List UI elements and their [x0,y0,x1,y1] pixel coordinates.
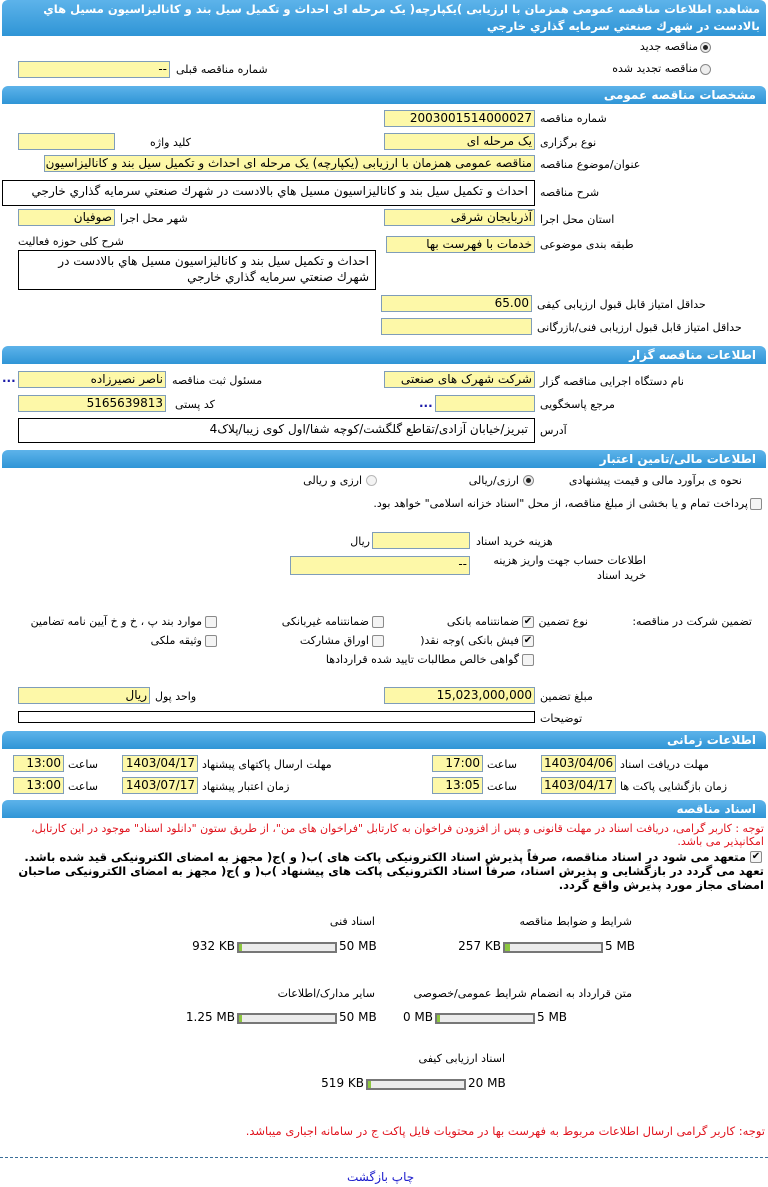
doc-size-progress [237,1013,337,1024]
org-field[interactable]: شرکت شهرک های صنعتی [384,371,535,388]
doc-cost-field[interactable] [372,532,470,549]
doc-max-size: 20 MB [468,1076,506,1090]
category-label: طبقه بندی موضوعی [540,238,634,251]
doc-size-progress [435,1013,535,1024]
amount-label: مبلغ تضمین [540,690,593,703]
section-timing: اطلاعات زمانی [2,731,766,749]
doc-deadline-field[interactable]: 1403/04/06 [541,755,616,772]
submit-field[interactable]: 1403/04/17 [122,755,198,772]
tender-number-field[interactable]: 2003001514000027 [384,110,535,127]
doc-size-progress [366,1079,466,1090]
treasury-checkbox[interactable] [750,498,762,510]
page-title: مشاهده اطلاعات مناقصه عمومی همزمان با ارزیابی )یکپارچه( یک مرحله ای احداث و تکمیل سیل بند و کانالیزاسیون مسیل هاي بالادست در شهرك صنعتي سرمايه گذاري خارجي [2,0,766,36]
participation-bonds-checkbox[interactable] [372,635,384,647]
commit-checkbox[interactable]: ✔ [751,851,761,862]
nonbank-guarantee-label: ضمانتنامه غیربانکی [281,615,369,628]
guarantee-amount-field[interactable]: 15,023,000,000 [384,687,535,704]
holding-type-field[interactable]: یک مرحله ای [384,133,535,150]
description-box: احداث و تكميل سيل بند و كانالیزاسیون مسیل هاي بالادست در شهرك صنعتي سرمايه گذاري خارجي [2,180,535,206]
doc-size: 932 KB [192,939,235,953]
docs-note: توجه : کاربر گرامی، دریافت اسناد در مهلت قانونی و پس از افزودن فراخوان به کارتابل "فراخوان های من"، از طریق ستون "دانلود اسناد" موجود در این کارتابل، امکانپذیر می باشد. [31,822,764,848]
currency-field[interactable]: ریال [18,687,150,704]
ref-label: مرجع پاسخگویی [540,398,615,411]
registrar-field[interactable]: ناصر نصیرزاده [18,371,166,388]
participation-bonds-label: اوراق مشارکت [299,634,369,647]
ref-field[interactable] [435,395,535,412]
renewed-tender-label: مناقصه تجدید شده [612,62,698,75]
clause-guarantee-checkbox[interactable] [205,616,217,628]
doc-max-size: 50 MB [339,1010,377,1024]
submit-time-field[interactable]: 13:00 [13,755,64,772]
doc-cost-label: هزینه خرید اسناد [476,535,553,548]
org-label: نام دستگاه اجرایی مناقصه گزار [540,375,684,388]
progress-fill [239,1015,242,1022]
desc-label: شرح مناقصه [540,186,600,199]
currency-both-radio[interactable] [366,475,377,486]
property-collateral-label: وثیقه ملکی [150,634,202,647]
doc-title: شرایط و ضوابط مناقصه [519,915,632,928]
cash-deposit-label: فیش بانکی )وجه نقد( [420,634,519,647]
open-time-field[interactable]: 13:05 [432,777,483,794]
address-box: تبریز/خیابان آزادی/تقاطع گلگشت/کوچه شفا/اول کوی زیبا/پلاک4 [18,418,535,443]
guarantee-label: تضمین شرکت در مناقصه: [632,615,752,628]
bank-guarantee-label: ضمانتنامه بانکی [446,615,519,628]
subject-field[interactable]: مناقصه عمومی همزمان با ارزیابی (یکپارچه) یک مرحله ای احداث و تکمیل سیل بند و کانالیزاسیون [44,155,535,172]
submit-label: مهلت ارسال پاکتهای پیشنهاد [202,758,332,771]
bank-guarantee-checkbox[interactable]: ✔ [523,616,533,627]
notes-label: توضیحات [540,712,583,725]
doc-size: 519 KB [321,1076,364,1090]
doc-deadline-label: مهلت دریافت اسناد [620,758,709,771]
notes-box [18,711,535,723]
doc-size: 257 KB [458,939,501,953]
progress-fill [505,944,510,951]
currency-rial-radio[interactable] [523,475,534,486]
property-collateral-checkbox[interactable] [205,635,217,647]
number-label: شماره مناقصه [540,112,607,125]
category-field[interactable]: خدمات با فهرست بها [386,236,535,253]
prev-tender-label: شماره مناقصه قبلی [176,63,268,76]
section-organizer: اطلاعات مناقصه گزار [2,346,766,364]
new-tender-radio[interactable] [700,42,711,53]
commit-text: متعهد می شود در اسناد مناقصه، صرفاً پذیرش اسناد الکترونیکی پاکت های )ب( و )ج( مجهز به امضای الکترونیکی قید شده باشد. تعهد می گردد در بازگشایی و پذیرش اسناد، صرفاً اسناد الکترونیکی پاکت های پیشنهاد )ب( و )ج( مجهز به امضای الکترونیکی صاحبان امضای مجاز مورد پذیرش واقع گردد. [18,850,764,892]
treasury-text: پرداخت تمام و یا بخشی از مبلغ مناقصه، از محل "اسناد خزانه اسلامی" خواهد بود. [373,497,748,510]
doc-title: متن قرارداد به انضمام شرایط عمومی/خصوصی [413,987,632,1000]
subject-label: عنوان/موضوع مناقصه [540,158,641,171]
guarantee-type-label: نوع تضمین [538,615,588,628]
holding-label: نوع برگزاری [540,136,597,149]
account-label: اطلاعات حساب جهت واریز هزینه خرید اسناد [493,554,646,582]
clause-guarantee-label: موارد بند پ ، خ و خ آیین نامه تضامین [30,615,202,628]
province-field[interactable]: آذربایجان شرقی [384,209,535,226]
docs-footer-note: توجه: کاربر گرامی ارسال اطلاعات مربوط به فهرست بها در محتویات فایل پاکت ج در سامانه اجباری میباشد. [245,1124,765,1138]
section-documents: اسناد مناقصه [2,800,766,818]
currency-both-label: ارزی و ریالی [303,474,362,487]
city-field[interactable]: صوفیان [18,209,115,226]
open-field[interactable]: 1403/04/17 [541,777,616,794]
divider [0,1157,768,1158]
doc-title: اسناد فنی [329,915,375,928]
province-label: استان محل اجرا [540,213,615,226]
progress-fill [368,1081,371,1088]
doc-title: اسناد ارزیابی کیفی [418,1052,505,1065]
hour-label: ساعت [68,780,98,793]
doc-max-size: 5 MB [537,1010,568,1024]
min-quality-field[interactable]: 65.00 [381,295,532,312]
doc-deadline-time-field[interactable]: 17:00 [432,755,483,772]
doc-size-progress [237,942,337,953]
doc-cost-unit: ریال [350,535,370,548]
hour-label: ساعت [487,758,517,771]
account-field[interactable]: -- [290,556,470,575]
doc-max-size: 5 MB [605,939,636,953]
validity-field[interactable]: 1403/07/17 [122,777,198,794]
min-tech-field[interactable] [381,318,532,335]
min-tech-label: حداقل امتیاز قابل قبول ارزیابی فنی/بازرگانی [537,321,742,334]
postal-field[interactable]: 5165639813 [18,395,166,412]
estimate-label: نحوه ی برآورد مالی و قیمت پیشنهادی [568,474,742,487]
doc-title: سایر مدارک/اطلاعات [277,987,375,1000]
hour-label: ساعت [487,780,517,793]
min-quality-label: حداقل امتیاز قابل قبول ارزیابی کیفی [537,298,706,311]
progress-fill [437,1015,440,1022]
scope-box: احداث و تكميل سيل بند و كانالیزاسیون مسیل هاي بالادست در شهرك صنعتي سرمايه گذاري خارجي [18,250,376,290]
doc-size-progress [503,942,603,953]
ref-more-button[interactable]: ... [419,396,433,410]
print-back-link[interactable]: چاپ بازگشت [347,1170,415,1184]
validity-label: زمان اعتبار پیشنهاد [202,780,290,793]
section-finance: اطلاعات مالی/تامین اعتبار [2,450,766,468]
progress-fill [239,944,242,951]
keyword-field[interactable] [18,133,115,150]
doc-size: 0 MB [402,1010,433,1024]
address-label: آدرس [540,424,567,437]
nonbank-guarantee-checkbox[interactable] [372,616,384,628]
open-label: زمان بازگشایی پاکت ها [620,780,728,793]
doc-size: 1.25 MB [185,1010,235,1024]
new-tender-label: مناقصه جدید [639,40,698,53]
cash-deposit-checkbox[interactable]: ✔ [523,635,533,646]
doc-max-size: 50 MB [339,939,377,953]
registrar-more-button[interactable]: ... [2,371,16,385]
renewed-tender-radio[interactable] [700,64,711,75]
currency-label: واحد پول [155,690,197,703]
receivables-certificate-checkbox[interactable] [522,654,534,666]
postal-label: کد پستی [175,398,215,411]
registrar-label: مسئول ثبت مناقصه [172,374,263,387]
section-general: مشخصات مناقصه عمومی [2,86,766,104]
receivables-certificate-label: گواهی خالص مطالبات تایید شده قراردادها [325,653,519,666]
hour-label: ساعت [68,758,98,771]
city-label: شهر محل اجرا [120,212,188,225]
keyword-label: کلید واژه [150,136,191,149]
validity-time-field[interactable]: 13:00 [13,777,64,794]
currency-rial-label: ارزی/ریالی [468,474,519,487]
prev-tender-field[interactable]: -- [18,61,170,78]
scope-label: شرح کلی حوزه فعالیت [18,235,124,248]
